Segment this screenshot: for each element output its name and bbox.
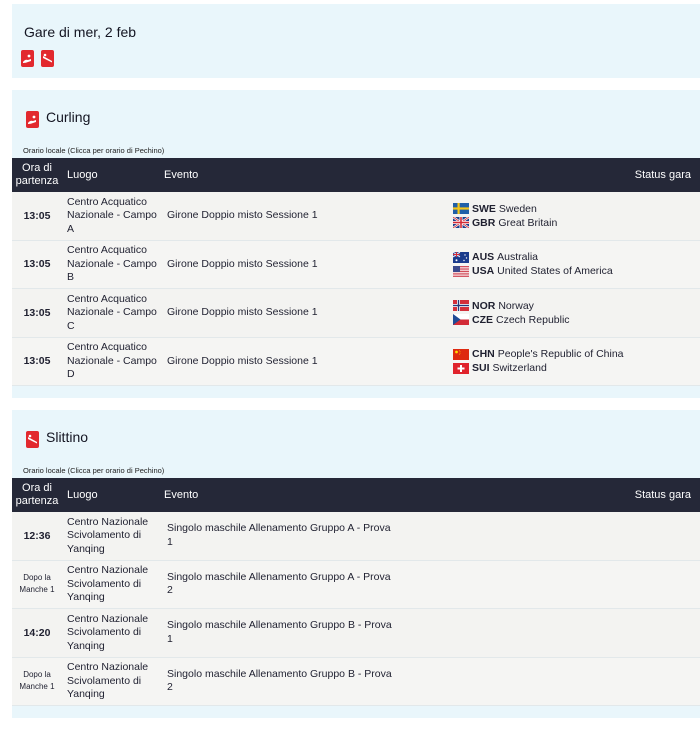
team-name: Great Britain [498,216,558,229]
start-time: 12:36 [23,529,51,542]
section-header [12,410,700,475]
team-code: GBR [472,216,496,229]
venue: Centro Nazionale Scivolamento di Yanqing [67,564,149,603]
event-name[interactable]: Girone Doppio misto Sessione 1 [167,306,318,318]
date-header-panel [12,4,700,78]
team-entry[interactable] [453,250,677,264]
section-slittino [12,410,700,718]
table-row[interactable] [12,338,700,387]
column-header-place: Luogo [67,169,98,181]
flag-chn-icon [453,349,469,360]
table-row[interactable] [12,289,700,338]
team-code: CHN [472,348,495,361]
table-row[interactable] [12,609,700,658]
start-time: 13:05 [23,355,51,368]
section-header [12,90,700,155]
table-row[interactable] [12,512,700,561]
curling-icon[interactable] [21,50,34,67]
team-name: People's Republic of China [497,348,624,361]
team-name: United States of America [497,265,613,278]
flag-usa-icon [453,266,469,277]
team-entry[interactable] [453,361,677,375]
venue: Centro Acquatico Nazionale - Campo B [67,244,157,283]
flag-sui-icon [453,363,469,374]
flag-nor-icon [453,300,469,311]
start-time: 13:05 [23,209,51,222]
column-header-status: Status gara [634,489,691,501]
team-name: Australia [497,251,539,264]
table-row[interactable] [12,561,700,610]
table-row[interactable] [12,241,700,290]
start-time: 13:05 [23,306,51,319]
team-name: Norway [498,299,534,312]
section-title: Slittino [46,429,89,445]
team-code: SUI [472,362,490,375]
team-entry[interactable] [453,264,677,278]
team-code: CZE [472,313,493,326]
team-name: Sweden [498,202,537,215]
table-row[interactable] [12,192,700,241]
start-time: 13:05 [23,258,51,271]
team-entry[interactable] [453,202,677,216]
event-name[interactable]: Girone Doppio misto Sessione 1 [167,354,318,367]
event-name[interactable]: Singolo maschile Allenamento Gruppo A - Prova 1 [167,522,391,548]
venue: Centro Nazionale Scivolamento di Yanqing [67,515,149,555]
venue: Centro Nazionale Scivolamento di Yanqing [67,661,149,700]
event-name[interactable]: Singolo maschile Allenamento Gruppo A - Prova 2 [167,570,391,597]
team-name: Switzerland [492,362,547,375]
team-code: SWE [472,202,496,215]
luge-icon [26,431,39,448]
curling-icon [26,111,39,128]
start-time: 14:20 [23,626,51,639]
flag-aus-icon [453,252,469,263]
section-curling [12,90,700,398]
venue: Centro Acquatico Nazionale - Campo C [67,292,157,332]
schedule-table-body [12,192,700,386]
table-row[interactable] [12,658,700,707]
column-header-status: Status gara [634,169,691,181]
flag-swe-icon [453,203,469,214]
timezone-toggle-link[interactable]: Orario locale (Clicca per orario di Pechino) [23,466,165,475]
schedule-table-body [12,512,700,706]
column-header-time: Ora di partenza [15,482,59,507]
team-name: Czech Republic [496,313,570,326]
start-time: Dopo la Manche 1 [19,670,55,692]
team-entry[interactable] [453,313,677,327]
section-title: Curling [46,109,91,125]
event-name[interactable]: Singolo maschile Allenamento Gruppo B - Prova 2 [167,667,392,694]
flag-cze-icon [453,314,469,325]
timezone-toggle-link[interactable]: Orario locale (Clicca per orario di Pechino) [23,146,165,155]
event-name[interactable]: Girone Doppio misto Sessione 1 [167,257,318,270]
page-title: Gare di mer, 2 feb [24,24,137,40]
team-entry[interactable] [453,216,677,230]
luge-icon[interactable] [41,50,54,67]
teams [397,347,677,375]
table-header [12,158,700,192]
team-code: USA [472,265,495,278]
teams [397,299,677,327]
event-name[interactable]: Singolo maschile Allenamento Gruppo B - Prova 1 [167,619,392,645]
teams [397,250,677,278]
team-entry[interactable] [453,347,677,361]
team-code: AUS [472,251,495,264]
flag-gbr-icon [453,217,469,228]
venue: Centro Acquatico Nazionale - Campo D [67,341,157,380]
team-entry[interactable] [453,299,677,313]
column-header-event: Evento [164,169,199,181]
teams [397,202,677,230]
column-header-place: Luogo [67,489,98,501]
event-name[interactable]: Girone Doppio misto Sessione 1 [167,209,318,221]
table-header [12,478,700,512]
column-header-time: Ora di partenza [15,162,59,187]
venue: Centro Acquatico Nazionale - Campo A [67,195,157,235]
start-time: Dopo la Manche 1 [19,573,55,595]
sport-icons [21,50,54,67]
team-code: NOR [472,299,496,312]
venue: Centro Nazionale Scivolamento di Yanqing [67,612,149,652]
column-header-event: Evento [164,489,199,501]
